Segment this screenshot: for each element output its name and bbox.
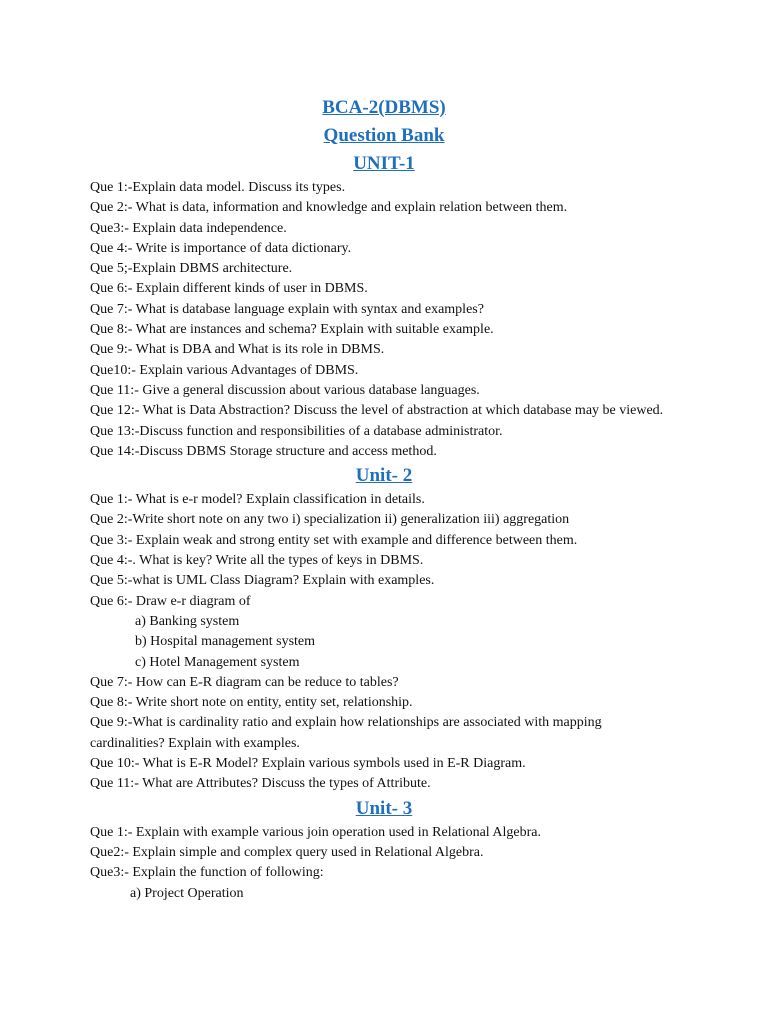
unit-3-question-3-option-a: a) Project Operation (130, 885, 244, 901)
unit-2-question-2: Que 2:-Write short note on any two i) specialization ii) generalization iii) aggregation (90, 512, 570, 528)
unit-1-question-6: Que 6:- Explain different kinds of user in DBMS. (90, 281, 368, 297)
unit-2-question-7: Que 7:- How can E-R diagram can be reduce to tables? (90, 674, 399, 690)
unit-2-question-6-option-a: a) Banking system (135, 613, 240, 629)
unit-3-question-2: Que2:- Explain simple and complex query used in Relational Algebra. (90, 844, 484, 860)
unit-2-question-6-option-c: c) Hotel Management system (135, 654, 300, 670)
unit-2-heading: Unit- 2 (355, 465, 413, 487)
unit-1-question-1: Que 1:-Explain data model. Discuss its types. (90, 180, 346, 195)
document-subtitle: Question Bank (323, 125, 445, 146)
unit-1-question-5: Que 5;-Explain DBMS architecture. (90, 261, 293, 277)
unit-1-question-9: Que 9:- What is DBA and What is its role in DBMS. (90, 342, 385, 358)
unit-3-question-3: Que3:- Explain the function of following: (90, 865, 324, 881)
unit-1-question-11: Que 11:- Give a general discussion about various database languages. (90, 382, 480, 398)
unit-3-question-1: Que 1:- Explain with example various join operation used in Relational Algebra. (90, 824, 542, 840)
unit-3-heading: Unit- 3 (355, 797, 413, 819)
unit-2-question-6-option-b: b) Hospital management system (135, 634, 316, 650)
unit-1-question-13: Que 13:-Discuss function and responsibilities of a database administrator. (90, 423, 503, 439)
unit-1-heading: UNIT-1 (353, 153, 415, 174)
unit-1-question-2: Que 2:- What is data, information and knowledge and explain relation between them. (90, 200, 568, 216)
unit-2-question-8: Que 8:- Write short note on entity, entity set, relationship. (90, 695, 413, 711)
unit-1-question-4: Que 4:- Write is importance of data dictionary. (90, 240, 352, 256)
unit-2-question-10: Que 10:- What is E-R Model? Explain various symbols used in E-R Diagram. (90, 756, 526, 772)
unit-1-question-14: Que 14:-Discuss DBMS Storage structure and access method. (90, 443, 437, 459)
unit-2-question-5: Que 5:-what is UML Class Diagram? Explain with examples. (90, 573, 435, 589)
unit-1-question-7: Que 7:- What is database language explain with syntax and examples? (90, 301, 484, 317)
unit-1-question-10: Que10:- Explain various Advantages of DBMS. (90, 362, 359, 378)
unit-1-question-8: Que 8:- What are instances and schema? Explain with suitable example. (90, 322, 494, 338)
unit-2-question-3: Que 3:- Explain weak and strong entity set with example and difference between them. (90, 532, 578, 548)
unit-2-question-4: Que 4:-. What is key? Write all the types of keys in DBMS. (90, 553, 424, 569)
unit-2-question-1: Que 1:- What is e-r model? Explain classification in details. (90, 492, 425, 508)
unit-2-question-9: Que 9:-What is cardinality ratio and explain how relationships are associated with mapping cardinalities? Explain with examples. (90, 715, 602, 751)
document-title: BCA-2(DBMS) (322, 97, 446, 118)
unit-1-question-12: Que 12:- What is Data Abstraction? Discuss the level of abstraction at which database may be viewed. (90, 403, 664, 419)
unit-2-question-11: Que 11:- What are Attributes? Discuss the types of Attribute. (90, 776, 431, 792)
unit-2-question-6: Que 6:- Draw e-r diagram of (90, 593, 251, 609)
unit-1-question-3: Que3:- Explain data independence. (90, 220, 287, 236)
